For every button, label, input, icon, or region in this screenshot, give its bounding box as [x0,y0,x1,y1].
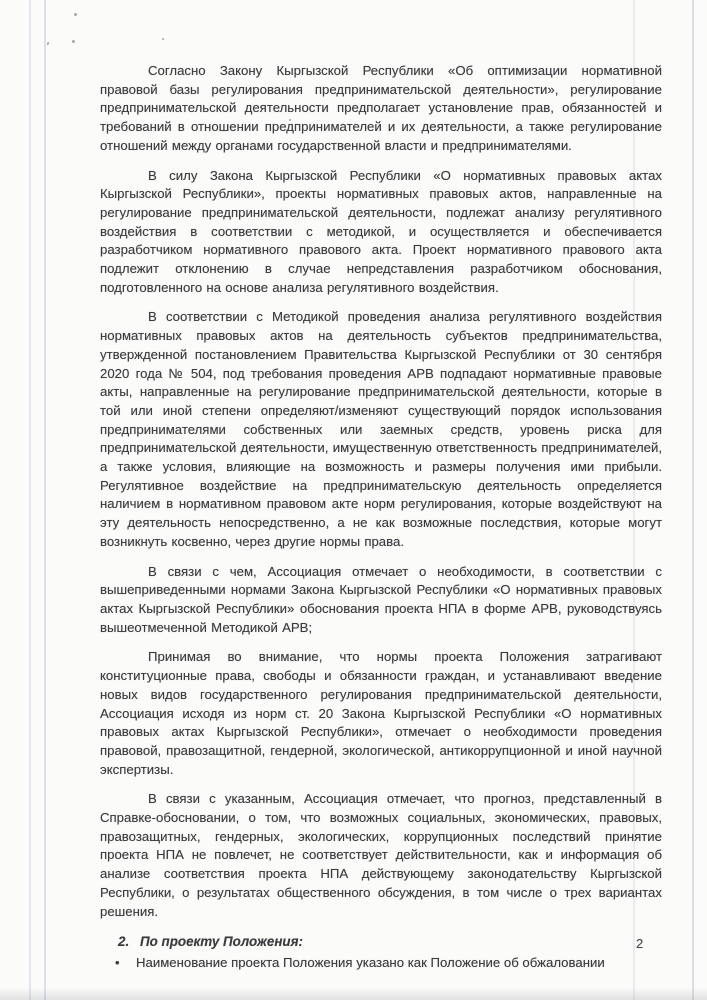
scan-speck [162,38,164,40]
scan-edge-shadow [0,987,707,1000]
paragraph: В связи с чем, Ассоциация отмечает о необходимости, в соответствии с вышеприведенными нормами Закона Кыргызской Республики «О нормативных правовых актах Кыргызской Республики» обоснования проекта НПА в форме АРВ, руководствуясь вышеотмеченной Методикой АРВ; [100,563,662,635]
paragraph: В силу Закона Кыргызской Республики «О нормативных правовых актах Кыргызской Республики», проекты нормативных правовых актов, направленные на регулирование предпринимательской деятельности, подлежат анализу регулятивного воздействия в соответствии с методикой, и осуществляется и обеспечивается разработчиком нормативного правового акта. Проект нормативного правового акта подлежит отклонению в случае непредставления разработчиком обоснования, подготовленного на основе анализа регулятивного воздействия. [100,167,662,295]
paragraph: В связи с указанным, Ассоциация отмечает, что прогноз, представленный в Справке-обосновании, о том, что возможных социальных, экономических, правовых, правозащитных, гендерных, экологических, коррупционных последствий принятие проекта НПА не повлечет, не соответствует действительности, как и информация об анализе соответствия проекта НПА действующему законодательству Кыргызской Республики, о результатах общественного обсуждения, в том числе о трех вариантах решения. [100,791,662,919]
page-number: 2 [636,936,644,951]
list-item-text: Наименование проекта Положения указано как Положение об обжаловании [136,955,605,971]
section-number: 2. [118,934,130,950]
section-heading [118,932,662,951]
scan-artifact-line [29,0,31,1000]
paragraph: В соответствии с Методикой проведения анализа регулятивного воздействия нормативных правовых актов на деятельность субъектов предпринимательства, утвержденной постановлением Правительства Кыргызской Республики от 30 сентября 2020 года № 504, под требования проведения АРВ подпадают нормативные правовые акты, направленные на регулирование предпринимательской деятельности, которые в той или иной степени определяют/изменяют существующий порядок использования предпринимателями собственных или заемных средств, уровень риска для предпринимательской деятельности, имущественную ответственность предпринимателей, а также условия, влияющие на возможность и размеры получения ими прибыли. Регулятивное воздействие на предпринимательскую деятельность определяется наличием в нормативном правовом акте норм регулирования, которые воздействуют на эту деятельность непосредственно, а не как возможные последствия, которые могут возникнуть косвенно, через другие нормы права. [100,309,662,549]
scan-speck [47,42,50,46]
document-body [100,62,662,972]
paragraph: Согласно Закону Кыргызской Республики «Об оптимизации нормативной правовой базы регулирования предпринимательской деятельности», регулирование предпринимательской деятельности предполагает установление прав, обязанностей и требований в отношении предпринимателей и их деятельности, а также регулирование отношений между органами государственной власти и предпринимателями. [100,63,662,153]
scan-speck [72,40,75,43]
bullet-icon: • [115,955,120,971]
scan-artifact-line [44,0,46,1000]
paragraph: Принимая во внимание, что нормы проекта Положения затрагивают конституционные права, свободы и обязанности граждан, и устанавливают введение новых видов государственного регулирования предпринимательской деятельности, Ассоциация исходя из норм ст. 20 Закона Кыргызской Республики «О нормативных правовых актах Кыргызской Республики», отмечает о необходимости проведения правовой, правозащитной, гендерной, экологической, антикоррупционной и иной научной экспертизы. [100,649,662,777]
scan-speck [74,13,77,16]
section-title: По проекту Положения: [140,934,303,950]
scan-artifact-line [692,0,694,1000]
list-item [115,953,662,972]
